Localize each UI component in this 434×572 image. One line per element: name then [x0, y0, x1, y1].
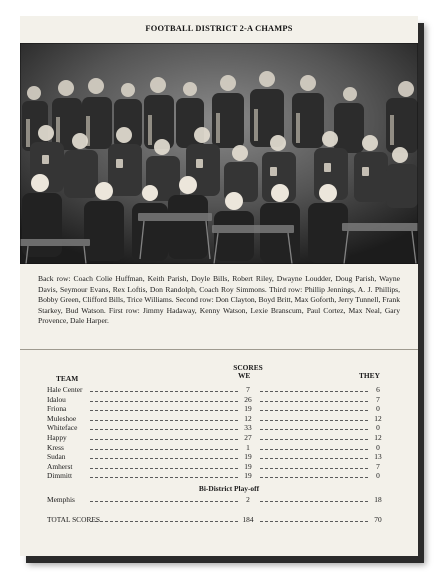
they-score: 6 — [376, 385, 380, 394]
we-score: 2 — [246, 494, 250, 504]
we-score: 19 — [244, 471, 252, 481]
score-row — [42, 423, 396, 433]
total-label: TOTAL SCORES — [47, 514, 100, 524]
scores-title: SCORES — [233, 363, 263, 372]
section-divider — [20, 349, 418, 350]
they-score: 12 — [374, 432, 382, 442]
they-score: 13 — [374, 452, 382, 462]
total-row — [42, 515, 396, 525]
team-photo-illustration — [20, 43, 418, 264]
score-row — [42, 471, 396, 481]
spacer — [42, 505, 396, 515]
team-name: Sudan — [47, 452, 66, 462]
leader-dots — [90, 414, 238, 421]
leader-dots — [90, 385, 238, 392]
we-score: 26 — [244, 394, 252, 404]
score-row — [42, 404, 396, 414]
leader-dots — [90, 462, 238, 469]
leader-dots — [90, 471, 238, 478]
they-score: 7 — [376, 394, 380, 404]
we-score: 19 — [244, 452, 252, 462]
we-score: 33 — [244, 423, 252, 433]
score-row — [42, 395, 396, 405]
leader-dots — [90, 495, 238, 502]
leader-dots — [260, 462, 368, 469]
caption-text: Back row: Coach Colie Huffman, Keith Parish, Doyle Bills, Robert Riley, Dwayne Loudder, Doug Parish, Wayne Davis, Seymour Evans, Rex Loftis, Don Randolph, Coach Roy Simmons. Third row: Phillip Jennings, A. J. Phillips, Bobby Green, Clifford Bills, Trice Williams. Second row: Don Clayton, Boyd Britt, Max Goforth, Jerry Tunnell, Frank Starkey, Bud Watson. First row: Jimmy Hadaway, Kenny Watson, Lexie Branscum, Paul Cortez, Max Neal, Gary Provence, Dale Harper. — [38, 274, 401, 326]
team-name: Idalou — [47, 394, 66, 404]
they-score: 18 — [374, 494, 382, 504]
total-we-score: 184 — [242, 514, 254, 524]
leader-dots — [90, 433, 238, 440]
score-row — [42, 443, 396, 453]
we-column-header: WE — [238, 371, 251, 380]
leader-dots — [90, 395, 238, 402]
scores-table — [42, 363, 396, 524]
team-name: Hale Center — [47, 385, 83, 394]
we-score: 27 — [244, 432, 252, 442]
score-row — [42, 414, 396, 424]
team-photo — [20, 43, 418, 264]
leader-dots — [90, 515, 238, 522]
leader-dots — [260, 515, 368, 522]
team-name: Amherst — [47, 461, 73, 471]
score-row — [42, 462, 396, 472]
we-score: 19 — [244, 404, 252, 414]
leader-dots — [260, 395, 368, 402]
leader-dots — [90, 452, 238, 459]
team-name: Friona — [47, 404, 67, 414]
bidistrict-row — [42, 495, 396, 505]
we-score: 7 — [246, 385, 250, 394]
page-title: FOOTBALL DISTRICT 2-A CHAMPS — [145, 24, 293, 33]
team-name: Happy — [47, 432, 67, 442]
leader-dots — [260, 471, 368, 478]
leader-dots — [260, 433, 368, 440]
leader-dots — [90, 404, 238, 411]
team-column-header: TEAM — [56, 374, 79, 383]
score-row — [42, 452, 396, 462]
scores-header — [42, 363, 396, 385]
team-name: Whiteface — [47, 423, 78, 433]
yearbook-page — [20, 16, 418, 556]
score-row — [42, 433, 396, 443]
total-they-score: 70 — [374, 514, 382, 524]
leader-dots — [260, 404, 368, 411]
bidistrict-title: Bi-District Play-off — [198, 483, 260, 493]
leader-dots — [260, 423, 368, 430]
team-name: Muleshoe — [47, 413, 77, 423]
score-row — [42, 385, 396, 395]
we-score: 12 — [244, 413, 252, 423]
they-score: 0 — [376, 404, 380, 414]
they-score: 12 — [374, 413, 382, 423]
leader-dots — [260, 495, 368, 502]
leader-dots — [90, 423, 238, 430]
they-column-header: THEY — [359, 371, 380, 380]
team-name: Dimmitt — [47, 471, 73, 481]
photo-caption — [38, 274, 400, 327]
we-score: 19 — [244, 461, 252, 471]
leader-dots — [260, 443, 368, 450]
we-score: 1 — [246, 442, 250, 452]
they-score: 0 — [376, 471, 380, 481]
leader-dots — [90, 443, 238, 450]
team-name: Memphis — [47, 494, 75, 504]
they-score: 0 — [376, 423, 380, 433]
leader-dots — [260, 414, 368, 421]
they-score: 7 — [376, 461, 380, 471]
they-score: 0 — [376, 442, 380, 452]
leader-dots — [260, 385, 368, 392]
leader-dots — [260, 452, 368, 459]
team-name: Kress — [47, 442, 64, 452]
